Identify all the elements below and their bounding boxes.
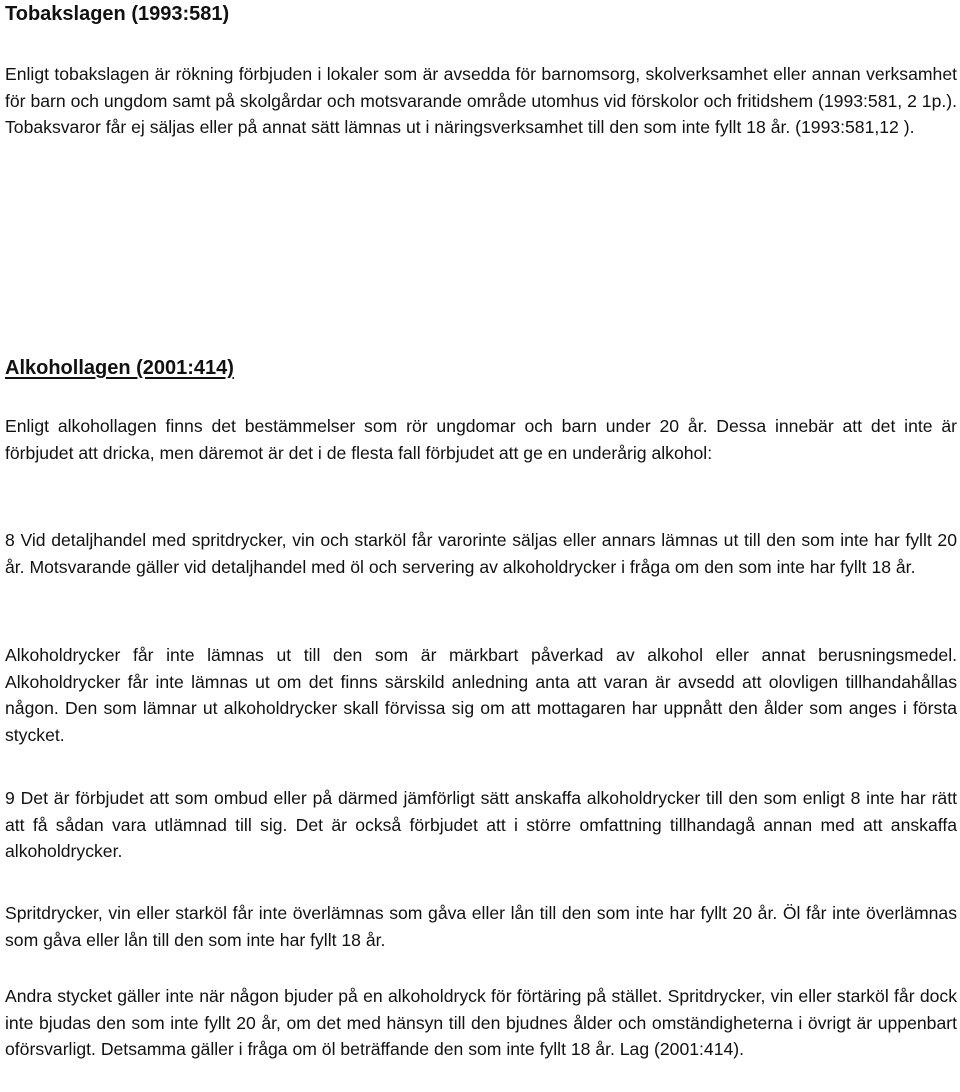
paragraph-alkohollagen-gava: Spritdrycker, vin eller starköl får inte överlämnas som gåva eller lån till den som inte har fyllt 20 år. Öl får inte överlämnas som gåva eller lån till den som inte har fyllt 18 år. — [5, 903, 957, 950]
paragraph-tobakslagen: Enligt tobakslagen är rökning förbjuden i lokaler som är avsedda för barnomsorg, skolverksamhet eller annan verksamhet för barn och ungdom samt på skolgårdar och motsvarande område utomhus vid förskolor och fritidshem (1993:581, 2 1p.). Tobaksvaror får ej säljas eller på annat sätt lämnas ut i näringsverksamhet till den som inte fyllt 18 år. (1993:581,12 ). — [5, 64, 957, 137]
section-heading-tobakslagen: Tobakslagen (1993:581) — [5, 3, 230, 25]
paragraph-alkohollagen-intro: Enligt alkohollagen finns det bestämmelser som rör ungdomar och barn under 20 år. Dessa innebär att det inte är förbjudet att dricka, men däremot är det i de flesta fall förbjudet att ge en underårig alkohol: — [5, 416, 957, 463]
section-heading-alkohollagen: Alkohollagen (2001:414) — [5, 357, 234, 379]
paragraph-alkohollagen-bjuda: Andra stycket gäller inte när någon bjuder på en alkoholdryck för förtäring på stället. Spritdrycker, vin eller starköl får dock inte bjudas den som inte fyllt 20 år, om det med hänsyn till den bjudnes ålder och omständigheterna i övrigt är uppenbart oförsvarligt. Detsamma gäller i fråga om öl beträffande den som inte fyllt 18 år. Lag (2001:414). — [5, 986, 957, 1059]
paragraph-alkohollagen-section-9: 9 Det är förbjudet att som ombud eller på därmed jämförligt sätt anskaffa alkoholdrycker till den som enligt 8 inte har rätt att få sådan vara utlämnad till sig. Det är också förbjudet att i större omfattning tillhandagå annan med att anskaffa alkoholdrycker. — [5, 788, 957, 861]
paragraph-alkohollagen-berusning: Alkoholdrycker får inte lämnas ut till den som är märkbart påverkad av alkohol eller annat berusningsmedel. Alkoholdrycker får inte lämnas ut om det finns särskild anledning anta att varan är avsedd att olovligen tillhandahållas någon. Den som lämnar ut alkoholdrycker skall förvissa sig om att mottagaren har uppnått den ålder som anges i första stycket. — [5, 645, 957, 745]
paragraph-alkohollagen-section-8: 8 Vid detaljhandel med spritdrycker, vin och starköl får varorinte säljas eller annars lämnas ut till den som inte har fyllt 20 år. Motsvarande gäller vid detaljhandel med öl och servering av alkoholdrycker i fråga om den som inte har fyllt 18 år. — [5, 530, 957, 577]
